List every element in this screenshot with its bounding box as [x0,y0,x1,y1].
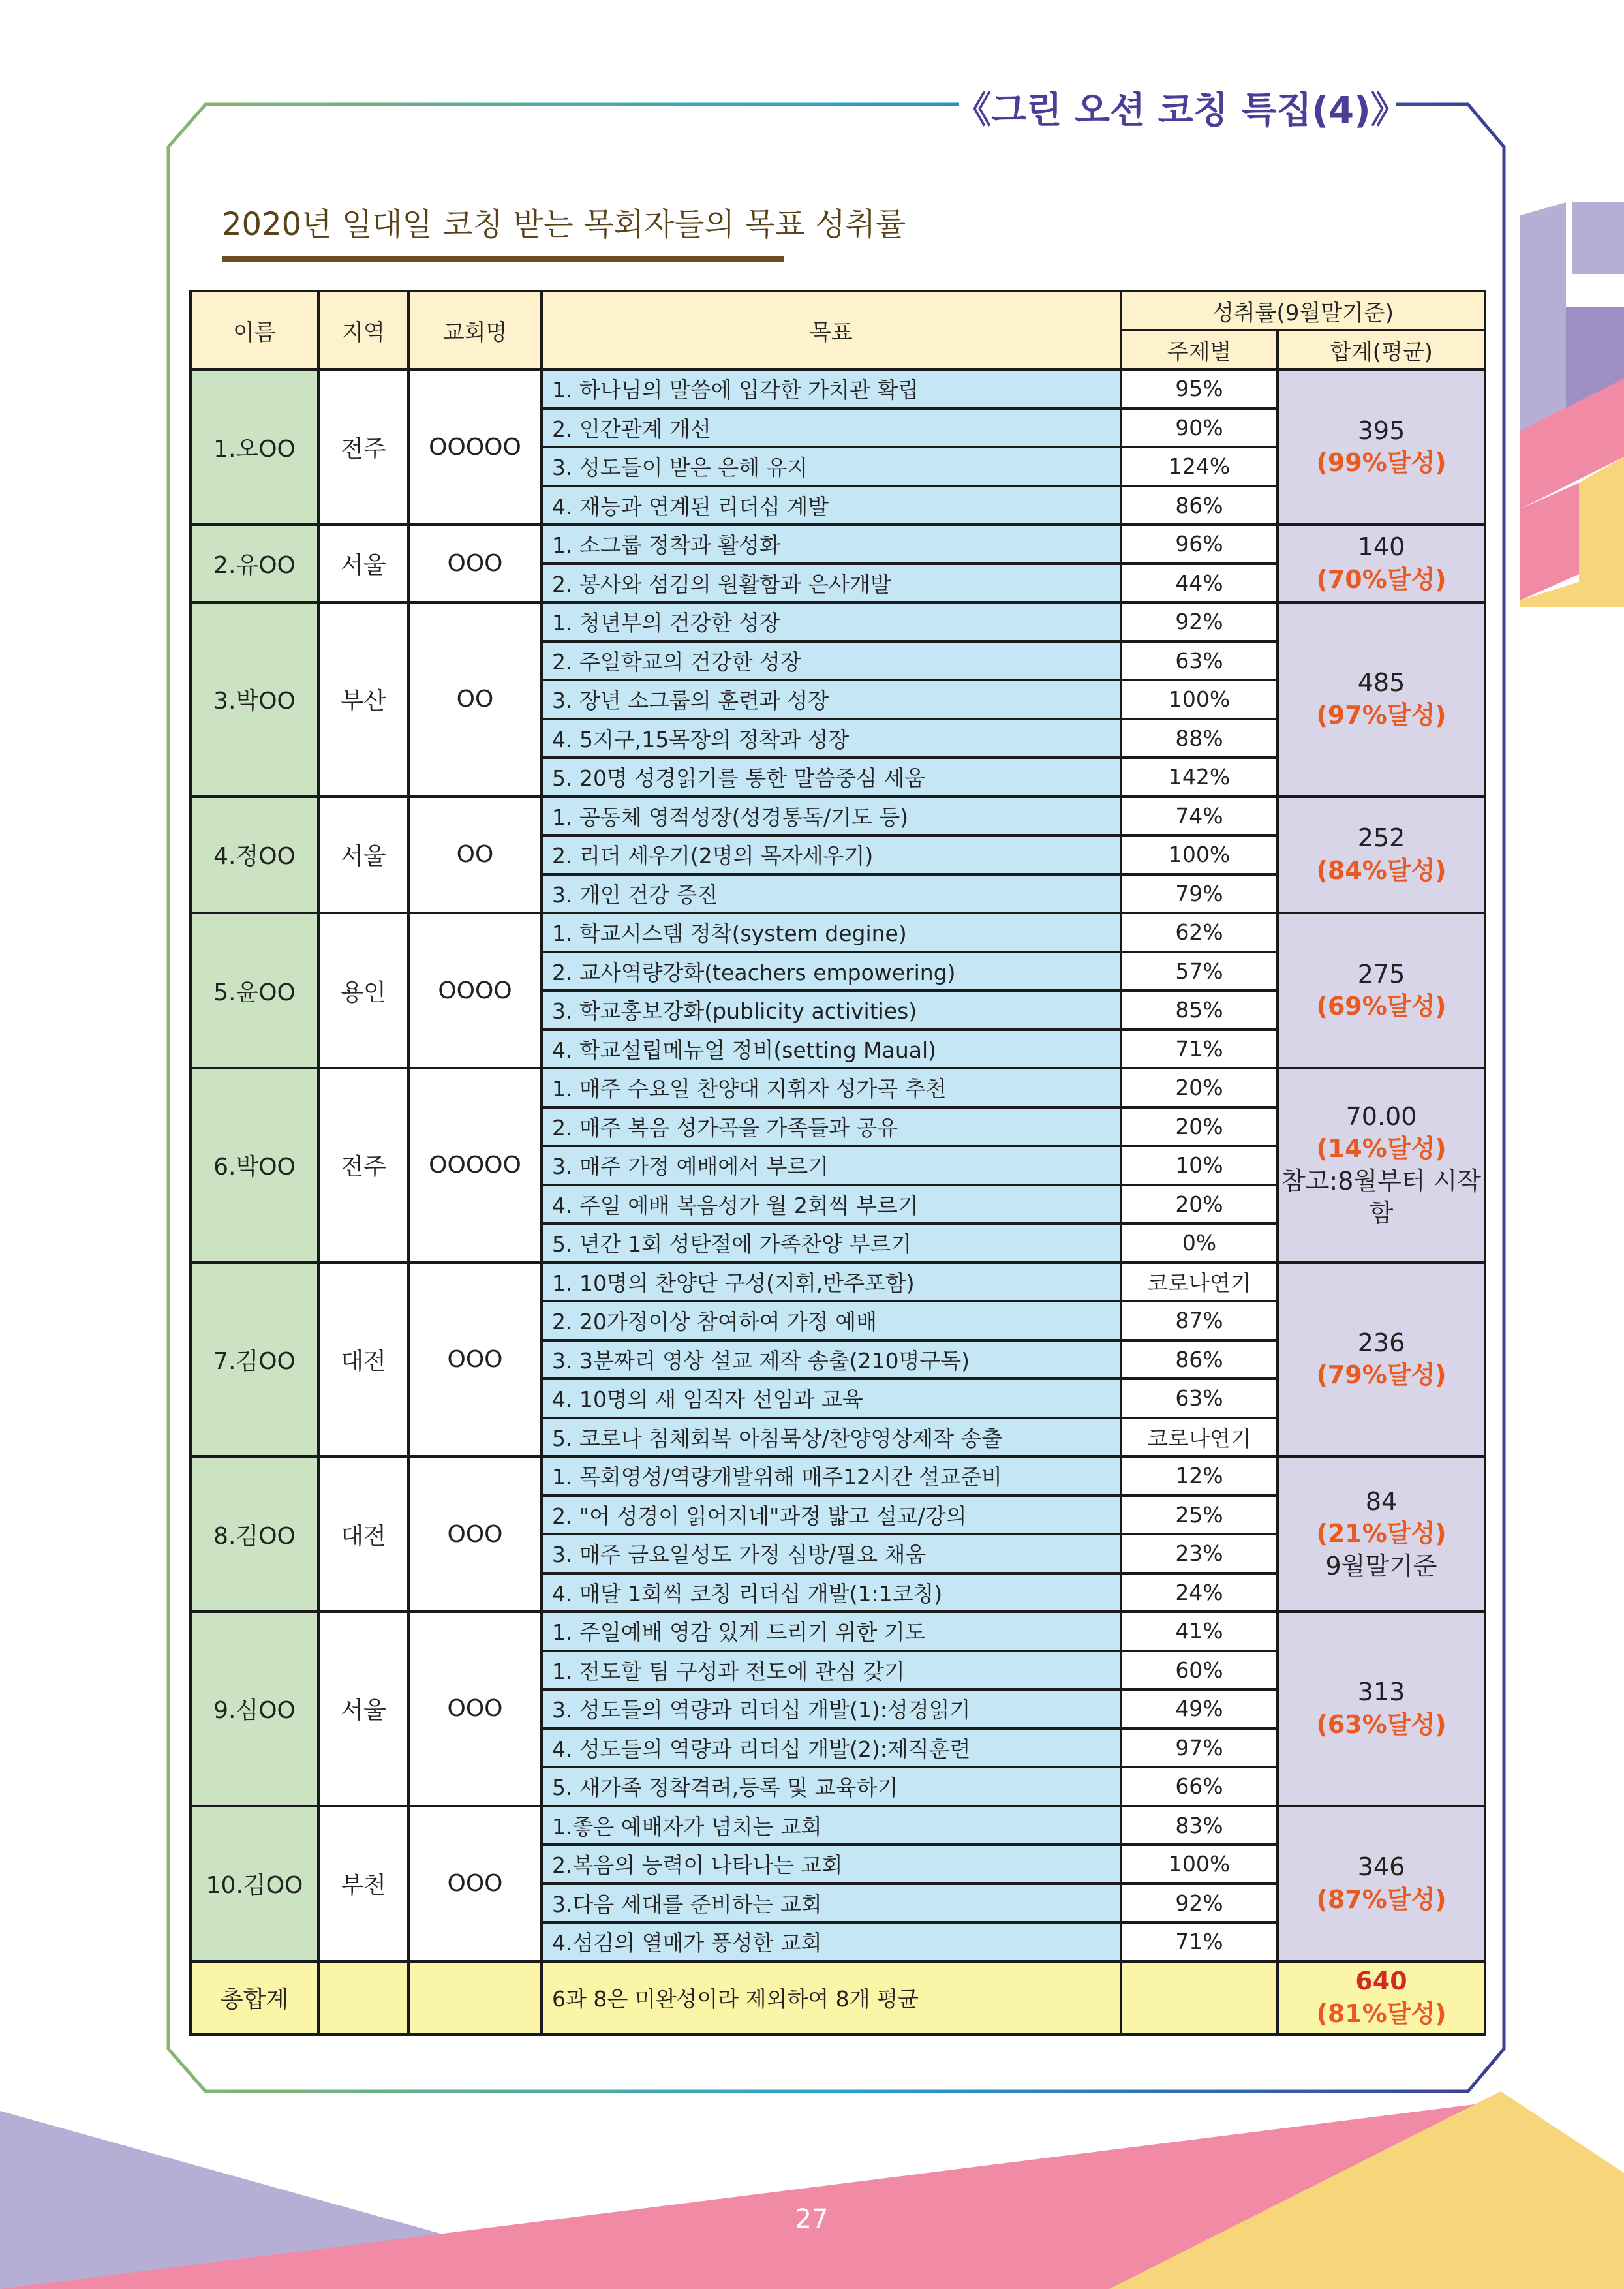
table-row [191,1806,1485,1845]
col-header-region: 지역 [318,291,408,369]
total-sum: 236 [1357,1328,1405,1357]
table-row [191,1456,1485,1496]
goal-cell: 1. 하나님의 말씀에 입각한 가치관 확립 [542,369,1121,408]
grand-total-achieved: (81%달성) [1316,1999,1447,2028]
table-row [191,602,1485,641]
name-cell: 7.김OO [191,1263,318,1457]
goal-cell: 1. 공동체 영적성장(성경통독/기도 등) [542,797,1121,836]
goal-cell: 1. 청년부의 건강한 성장 [542,602,1121,641]
region-cell: 대전 [318,1456,408,1612]
goal-cell: 1.좋은 예배자가 넘치는 교회 [542,1806,1121,1845]
rate-cell: 20% [1121,1185,1278,1224]
goal-cell: 3. 학교홍보강화(publicity activities) [542,991,1121,1030]
rate-cell: 코로나연기 [1121,1263,1278,1302]
table-row [191,1612,1485,1651]
rate-cell: 66% [1121,1767,1278,1806]
grand-total-rate [1121,1961,1278,2035]
rate-cell: 100% [1121,1845,1278,1884]
grand-total-note: 6과 8은 미완성이라 제외하여 8개 평균 [542,1961,1121,2035]
total-achieved: (84%달성) [1316,855,1447,885]
goal-cell: 4. 성도들의 역량과 리더십 개발(2):제직훈련 [542,1728,1121,1768]
region-cell: 부산 [318,602,408,797]
total-cell [1278,797,1485,914]
rate-cell: 20% [1121,1107,1278,1146]
goal-cell: 4. 주일 예배 복음성가 월 2회씩 부르기 [542,1185,1121,1224]
table-row [191,1068,1485,1107]
goal-cell: 2. 매주 복음 성가곡을 가족들과 공유 [542,1107,1121,1146]
rate-cell: 100% [1121,680,1278,719]
total-sum: 346 [1357,1852,1405,1882]
total-cell [1278,1456,1485,1612]
rate-cell: 25% [1121,1496,1278,1535]
region-cell: 전주 [318,369,408,525]
table-body [191,369,1485,2035]
total-sum: 313 [1357,1678,1405,1707]
name-cell: 4.정OO [191,797,318,914]
total-note: 참고:8월부터 시작함 [1281,1166,1482,1228]
rate-cell: 23% [1121,1534,1278,1573]
total-achieved: (63%달성) [1316,1710,1447,1739]
goal-cell: 5. 20명 성경읽기를 통한 말씀중심 세움 [542,758,1121,797]
grand-total-church [408,1961,542,2035]
grand-total-row [191,1961,1485,2035]
rate-cell: 95% [1121,369,1278,408]
total-cell [1278,1806,1485,1961]
region-cell: 서울 [318,525,408,602]
rate-cell: 90% [1121,408,1278,448]
total-achieved: (70%달성) [1316,564,1447,594]
goal-cell: 4. 5지구,15목장의 정착과 성장 [542,719,1121,758]
goal-cell: 4. 재능과 연계된 리더십 계발 [542,486,1121,525]
table-row [191,913,1485,952]
side-letter-decoration [1520,202,1624,607]
total-cell [1278,1612,1485,1806]
rate-cell: 87% [1121,1301,1278,1340]
region-cell: 부천 [318,1806,408,1961]
section-title: 2020년 일대일 코칭 받는 목회자들의 목표 성취률 [222,206,906,243]
rate-cell: 41% [1121,1612,1278,1651]
rate-cell: 57% [1121,952,1278,991]
rate-cell: 79% [1121,874,1278,914]
goal-cell: 4. 10명의 새 임직자 선임과 교육 [542,1379,1121,1418]
goal-cell: 3. 성도들이 받은 은혜 유지 [542,447,1121,486]
region-cell: 대전 [318,1263,408,1457]
goal-cell: 2. 인간관계 개선 [542,408,1121,448]
rate-cell: 86% [1121,486,1278,525]
goal-cell: 2.복음의 능력이 나타나는 교회 [542,1845,1121,1884]
rate-cell: 83% [1121,1806,1278,1845]
total-sum: 395 [1357,416,1405,445]
col-header-per-goal: 주제별 [1121,330,1278,369]
rate-cell: 코로나연기 [1121,1418,1278,1457]
total-cell [1278,525,1485,602]
goal-cell: 2. 봉사와 섬김의 원활함과 은사개발 [542,564,1121,603]
total-achieved: (99%달성) [1316,448,1447,477]
region-cell: 전주 [318,1068,408,1263]
table-row [191,1263,1485,1302]
grand-total-region [318,1961,408,2035]
goal-cell: 3. 장년 소그룹의 훈련과 성장 [542,680,1121,719]
rate-cell: 10% [1121,1146,1278,1185]
goal-cell: 3. 개인 건강 증진 [542,874,1121,914]
total-cell [1278,1263,1485,1457]
rate-cell: 88% [1121,719,1278,758]
table-row [191,525,1485,564]
name-cell: 1.오OO [191,369,318,525]
total-sum: 84 [1365,1486,1398,1516]
rate-cell: 60% [1121,1651,1278,1690]
total-achieved: (97%달성) [1316,700,1447,730]
goal-cell: 2. 주일학교의 건강한 성장 [542,641,1121,681]
rate-cell: 71% [1121,1922,1278,1961]
church-cell: OO [408,797,542,914]
rate-cell: 86% [1121,1340,1278,1379]
total-sum: 252 [1357,823,1405,853]
goal-cell: 1. 10명의 찬양단 구성(지휘,반주포함) [542,1263,1121,1302]
rate-cell: 49% [1121,1689,1278,1728]
church-cell: OOO [408,1806,542,1961]
total-sum: 70.00 [1345,1101,1417,1131]
total-achieved: (69%달성) [1316,992,1447,1021]
goal-cell: 5. 년간 1회 성탄절에 가족찬양 부르기 [542,1223,1121,1263]
goal-cell: 5. 코로나 침체회복 아침묵상/찬양영상제작 송출 [542,1418,1121,1457]
goal-cell: 4. 학교설립메뉴얼 정비(setting Maual) [542,1030,1121,1069]
rate-cell: 71% [1121,1030,1278,1069]
total-cell [1278,369,1485,525]
goal-cell: 2. 교사역량강화(teachers empowering) [542,952,1121,991]
goals-table [189,290,1486,2036]
grand-total-sum: 640 [1355,1967,1407,1996]
title-underline [222,256,784,262]
rate-cell: 97% [1121,1728,1278,1768]
rate-cell: 63% [1121,641,1278,681]
goal-cell: 3. 매주 금요일성도 가정 심방/필요 채움 [542,1534,1121,1573]
goal-cell: 1. 매주 수요일 찬양대 지휘자 성가곡 추천 [542,1068,1121,1107]
table-row [191,797,1485,836]
rate-cell: 92% [1121,602,1278,641]
col-header-goal: 목표 [542,291,1121,369]
goal-cell: 3.다음 세대를 준비하는 교회 [542,1884,1121,1923]
goal-cell: 5. 새가족 정착격려,등록 및 교육하기 [542,1767,1121,1806]
church-cell: OOO [408,1263,542,1457]
church-cell: OO [408,602,542,797]
rate-cell: 44% [1121,564,1278,603]
name-cell: 10.김OO [191,1806,318,1961]
total-cell [1278,913,1485,1068]
goal-cell: 2. 20가정이상 참여하여 가정 예배 [542,1301,1121,1340]
total-sum: 275 [1357,959,1405,989]
rate-cell: 12% [1121,1456,1278,1496]
rate-cell: 92% [1121,1884,1278,1923]
name-cell: 3.박OO [191,602,318,797]
church-cell: OOO [408,525,542,602]
header-title: 《그린 오션 코칭 특집(4)》 [955,89,1407,132]
total-note: 9월말기준 [1325,1551,1437,1580]
col-header-church: 교회명 [408,291,542,369]
name-cell: 6.박OO [191,1068,318,1263]
rate-cell: 0% [1121,1223,1278,1263]
rate-cell: 63% [1121,1379,1278,1418]
rate-cell: 124% [1121,447,1278,486]
col-header-rate-group: 성취률(9월말기준) [1121,291,1485,330]
grand-total-label: 총합계 [191,1961,318,2035]
goal-cell: 1. 전도할 팀 구성과 전도에 관심 갖기 [542,1651,1121,1690]
rate-cell: 62% [1121,913,1278,952]
rate-cell: 100% [1121,835,1278,874]
church-cell: OOO [408,1456,542,1612]
rate-cell: 85% [1121,991,1278,1030]
goal-cell: 2. 리더 세우기(2명의 목자세우기) [542,835,1121,874]
total-cell [1278,1068,1485,1263]
church-cell: OOO [408,1612,542,1806]
name-cell: 8.김OO [191,1456,318,1612]
rate-cell: 20% [1121,1068,1278,1107]
total-cell [1278,602,1485,797]
page-number: 27 [795,2204,829,2234]
church-cell: OOOOO [408,1068,542,1263]
goal-cell: 4. 매달 1회씩 코칭 리더십 개발(1:1코칭) [542,1573,1121,1612]
region-cell: 서울 [318,797,408,914]
goal-cell: 3. 매주 가정 예배에서 부르기 [542,1146,1121,1185]
church-cell: OOOO [408,913,542,1068]
total-achieved: (21%달성) [1316,1519,1447,1548]
goal-cell: 1. 소그룹 정착과 활성화 [542,525,1121,564]
goal-cell: 2. "어 성경이 읽어지네"과정 밟고 설교/강의 [542,1496,1121,1535]
rate-cell: 74% [1121,797,1278,836]
rate-cell: 24% [1121,1573,1278,1612]
rate-cell: 142% [1121,758,1278,797]
name-cell: 2.유OO [191,525,318,602]
goal-cell: 1. 주일예배 영감 있게 드리기 위한 기도 [542,1612,1121,1651]
total-achieved: (79%달성) [1316,1360,1447,1390]
table-row [191,369,1485,408]
region-cell: 서울 [318,1612,408,1806]
goal-cell: 3. 3분짜리 영상 설교 제작 송출(210명구독) [542,1340,1121,1379]
grand-total-cell [1278,1961,1485,2035]
church-cell: OOOOO [408,369,542,525]
name-cell: 9.심OO [191,1612,318,1806]
col-header-total: 합계(평균) [1278,330,1485,369]
total-achieved: (14%달성) [1316,1134,1447,1163]
total-sum: 140 [1357,532,1405,562]
goal-cell: 1. 목회영성/역량개발위해 매주12시간 설교준비 [542,1456,1121,1496]
total-achieved: (87%달성) [1316,1884,1447,1914]
total-sum: 485 [1357,668,1405,698]
goal-cell: 1. 학교시스템 정착(system degine) [542,913,1121,952]
region-cell: 용인 [318,913,408,1068]
goal-cell: 3. 성도들의 역량과 리더십 개발(1):성경읽기 [542,1689,1121,1728]
goal-cell: 4.섬김의 열매가 풍성한 교회 [542,1922,1121,1961]
col-header-name: 이름 [191,291,318,369]
name-cell: 5.윤OO [191,913,318,1068]
rate-cell: 96% [1121,525,1278,564]
